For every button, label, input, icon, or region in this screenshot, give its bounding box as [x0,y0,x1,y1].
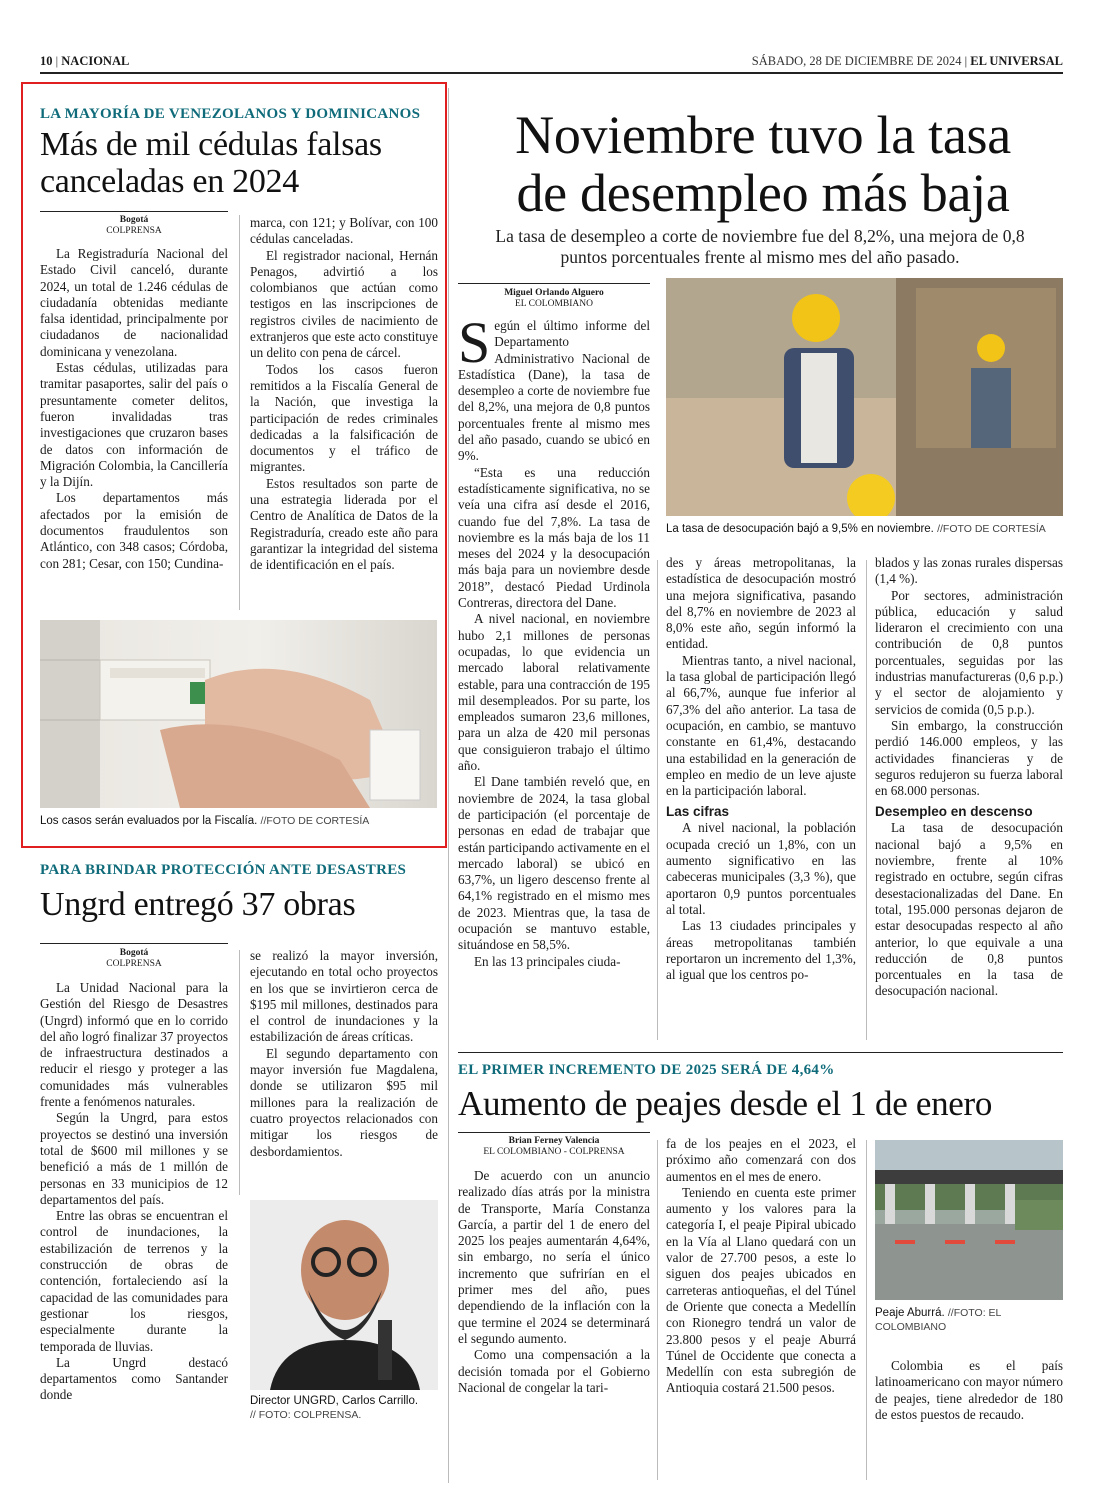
a2-col1: S egún el último informe del Departamento Administrativo Nacional de Estadística (Dane), la tasa de desempleo a corte de noviembre fue del 8,2%, una mejora de 0,8 puntos porcentuales frente al mismo mes del año pasado, cuando se ubicó en 9%. “Esta es una reducción estadísticamente significativa, no se veía una cifra así desde el 2016, cuando fue del 7,8%. La tasa de noviembre es la más baja de los 11 meses del 2024 y la desocupación más baja para un noviembre desde 2018”, destacó Piedad Urdinola Contreras, directora del Dane. A nivel nacional, en noviembre hubo 2,1 millones de personas ocupadas, lo que evidencia un mercado laboral relativamente estable, para una contracción de 195 mil desempleados. Por su parte, los empleados sumaron 23,6 millones, para un alza de 420 mil personas que consiguieron trabajo el último año. El Dane también reveló que, en noviembre de 2024, la tasa global de participación (el porcentaje de personas en edad de trabajar que están participando activamente en el mercado laboral) se ubicó en 63,7%, un ligero descenso frente al 64,1% registrado en el mismo mes de 2023. Mientras que, la tasa de ocupación se mantuvo estable, situándose en 58,5%. En las 13 principales ciuda- [458,310,650,969]
a4-byline: Brian Ferney Valencia EL COLOMBIANO - COLPRENSA [483,1136,625,1157]
a2-photo-workers [666,278,1063,516]
a1-byline: Bogotá COLPRENSA [106,215,162,236]
a2-col2: des y áreas metropolitanas, la estadística de desocupación mostró una mejora significativa, pasando del 8,7% en noviembre de 2023 al 8,0% este año, según informó la entidad. Mientras tanto, a nivel nacional, la tasa global de participación llegó al 66,7%, aunque fue inferior al 67,3% del año anterior. La tasa de ocupación, en cambio, se mantuvo constante en 61,4%, destacando una estabilidad en la generación de empleo en medio de un leve ajuste en la participación laboral. Las cifras A nivel nacional, la población ocupada creció un 1,8%, con un aumento significativo en las cabeceras municipales (3,3 %), que aportaron 0,9 puntos porcentuales al total. Las 13 ciudades principales y áreas metropolitanas también reportaron un incremento del 1,3%, al igual que los centros po- [666,555,856,983]
a2-headline: Noviembre tuvo la tasa de desempleo más baja [515,105,1011,223]
a3-kicker: PARA BRINDAR PROTECCIÓN ANTE DESASTRES [40,862,407,878]
a4-photo-toll [875,1140,1063,1300]
a3-col2: se realizó la mayor inversión, ejecutando en total ocho proyectos en los que se invirtieron cerca de $195 mil millones, destinados para el control de inundaciones y la estabilización de áreas críticas. El segundo departamento con mayor inversión fue Magdalena, donde se utilizaron $95 mil millones para la realización de cuatro proyectos relacionados con mitigar los riesgos de desbordamientos. [250,948,438,1159]
a2-dropcap: S [458,310,491,375]
a4-caption: Peaje Aburrá. //FOTO: EL COLOMBIANO [875,1307,1001,1333]
section-name: NACIONAL [61,54,130,68]
newspaper-name: EL UNIVERSAL [970,54,1063,68]
a3-headline: Ungrd entregó 37 obras [40,886,356,923]
a4-col1: De acuerdo con un anuncio realizado días atrás por la ministra de Transporte, María Constanza García, a partir del 1 de enero del 2025 los peajes aumentarán 4,64%, sin embargo, no sería el único incremento que sufrirían en el primer mes del año, pues dependiendo de la inflación con la que termine el 2024 se determinará el segundo aumento. Como una compensación a la decisión tomada por el Gobierno Nacional de congelar la tari- [458,1168,650,1395]
a4-col3: Colombia es el país latinoamericano con mayor número de peajes, tiene alrededor de 180 de estos puestos de recaudo. [875,1358,1063,1422]
a4-kicker: EL PRIMER INCREMENTO DE 2025 SERÁ DE 4,64% [458,1062,835,1078]
a1-headline: Más de mil cédulas falsas canceladas en 2024 [40,126,382,200]
a1-col2: marca, con 121; y Bolívar, con 100 cédulas canceladas. El registrador nacional, Hernán Penagos, advirtió a los colombianos que actúan como testigos en las inscripciones de registros civiles de nacimiento de extranjeros que este acto constituye un delito con pena de cárcel. Todos los casos fueron remitidos a la Fiscalía General de la Nación, que investiga la participación de redes criminales dedicadas a la falsificación de documentos y el tráfico de migrantes. Estos resultados son parte de una estrategia liderada por el Centro de Analítica de Datos de la Registraduría, creado este año para garantizar la integridad del sistema de identificación en el país. [250,215,438,573]
a1-caption: Los casos serán evaluados por la Fiscalía. //FOTO DE CORTESÍA [40,815,370,827]
a2-subhead-cifras: Las cifras [666,804,730,820]
page-number: 10 [40,54,53,68]
a2-byline: Miguel Orlando Alguero EL COLOMBIANO [504,288,604,309]
a2-col3: blados y las zonas rurales dispersas (1,4 %). Por sectores, administración pública, educación y salud lideraron el crecimiento con una contribución de 0,8 puntos porcentuales, seguidas por las industrias manufactureras (0,6 p.p.) y el sector de alojamiento y servicios de comida (0,5 p.p.). Sin embargo, la construcción perdió 146.000 empleos, y las actividades financieras y de seguros redujeron su fuerza laboral en 68.000 personas. Desempleo en descenso La tasa de desocupación nacional bajó a 9,5% en noviembre, frente al 10% registrado en octubre, según cifras desestacionalizadas del Dane. En total, 195.000 personas dejaron de estar desocupadas respecto al año anterior, lo que equivale a una reducción de 0,8 puntos porcentuales en la tasa de desocupación nacional. [875,555,1063,999]
a2-deck: La tasa de desempleo a corte de noviembre fue del 8,2%, una mejora de 0,8 puntos porcentuales frente al mismo mes del año pasado. [495,226,1025,267]
a4-col2: fa de los peajes en el 2023, el próximo año comenzará con dos aumentos en el mes de enero. Teniendo en cuenta este primer aumento y los valores para la categoría I, el peaje Pipiral ubicado en la Vía al Llano quedará con un valor de 27.700 pesos, a este lo siguen dos peajes ubicados en carreteras antioqueñas, el del Túnel de Oriente que conecta a Medellín con Rionegro tendrá un valor de 23.800 pesos y el peaje Aburrá Túnel de Occidente que conecta a Medellín con esta subregión de Antioquia costará 21.500 pesos. [666,1136,856,1396]
a3-byline: Bogotá COLPRENSA [106,948,162,969]
a2-caption: La tasa de desocupación bajó a 9,5% en noviembre. //FOTO DE CORTESÍA [666,523,1046,535]
a1-kicker: LA MAYORÍA DE VENEZOLANOS Y DOMINICANOS [40,106,421,122]
a2-subhead-desempleo: Desempleo en descenso [875,804,1033,820]
issue-date: SÁBADO, 28 DE DICIEMBRE DE 2024 [751,54,962,68]
a3-caption: Director UNGRD, Carlos Carrillo. // FOTO: COLPRENSA. [250,1395,419,1421]
a3-col1: La Unidad Nacional para la Gestión del Riesgo de Desastres (Ungrd) informó que en lo corrido del año logró finalizar 37 proyectos de infraestructura destinados a reducir el riesgo y proteger a las comunidades más vulnerables frente a fenómenos naturales. Según la Ungrd, para estos proyectos se destinó una inversión total de $600 mil millones y se benefició a más de 1 millón de personas en 33 municipios de 12 departamentos del país. Entre las obras se encuentran el control de inundaciones, la estabilización de terrenos y la construcción de obras de contención, fortaleciendo así la capacidad de las comunidades para gestionar los riesgos, especialmente durante la temporada de lluvias. La Ungrd destacó departamentos como Santander donde [40,980,228,1403]
a4-headline: Aumento de peajes desde el 1 de enero [458,1084,993,1123]
page-header: 10 | NACIONAL SÁBADO, 28 DE DICIEMBRE DE 2024 | EL UNIVERSAL [40,54,1063,68]
a1-photo-hands [40,620,437,808]
a3-photo-director [250,1200,438,1390]
a1-col1: La Registraduría Nacional del Estado Civil canceló, durante 2024, un total de 1.246 cédulas de ciudadanía obtenidas mediante falsa identidad, principalmente por ciudadanos de nacionalidad dominicana y venezolana. Estas cédulas, utilizadas para tramitar pasaportes, salir del país o presuntamente cometer delitos, fueron invalidadas tras investigaciones que cruzaron bases de datos con información de Migración Colombia, la Cancillería y la Dijín. Los departamentos más afectados por la emisión de documentos fraudulentos son Atlántico, con 348 casos; Córdoba, con 281; Cesar, con 150; Cundina- [40,246,228,571]
